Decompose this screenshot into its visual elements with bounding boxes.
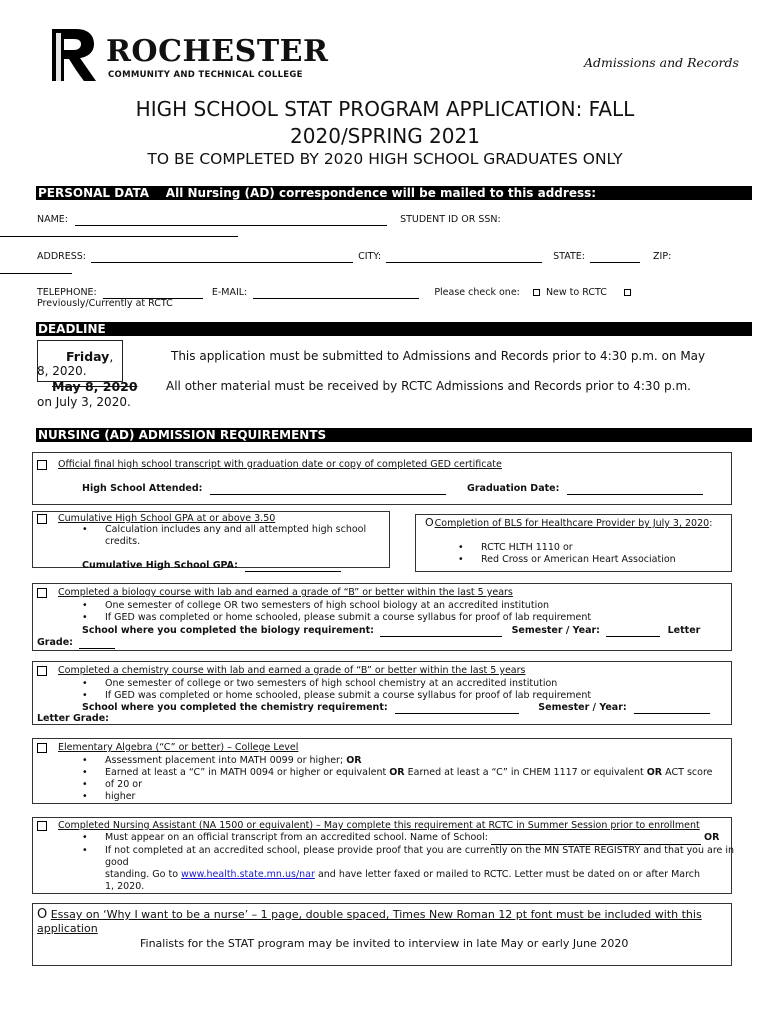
deadline-text2: All other material must be received by RCTC Admissions and Records prior to 4:30 p.m.	[166, 379, 691, 393]
header-dept: Admissions and Records	[584, 55, 739, 70]
biology-grade-row	[37, 637, 115, 649]
title-line-2: 2020/SPRING 2021	[290, 124, 480, 148]
chemistry-bullets	[37, 678, 737, 702]
cna-bullets	[37, 832, 742, 893]
bls-bullet-2: • Red Cross or American Heart Association	[413, 554, 720, 566]
biology-grade-field[interactable]	[79, 637, 115, 649]
chemistry-school-label: School where you completed the chemistry requirement:	[82, 702, 388, 713]
transcript-title-row	[37, 459, 502, 470]
chemistry-title-row	[37, 665, 525, 676]
logo-subtitle: COMMUNITY AND TECHNICAL COLLEGE	[108, 70, 303, 80]
chemistry-bullet-2: • If GED was completed or home schooled, please submit a course syllabus for proof of lab requirement	[37, 690, 737, 702]
algebra-bullets	[37, 755, 757, 803]
transcript-checkbox[interactable]	[37, 460, 47, 470]
chemistry-school-field[interactable]	[395, 702, 519, 714]
cna-bullet-2: • If not completed at an accredited school, please provide proof that you are currently on the MN STATE REGISTRY and that you are in good standing. Go to www.health.state.mn.us/nar and have letter faxed or mailed to RCTC. Letter must be dated on or after March 1, 2020.	[37, 845, 742, 893]
chemistry-semester-field[interactable]	[634, 702, 710, 714]
state-label: STATE:	[553, 251, 585, 262]
essay-radio-icon[interactable]: O	[37, 907, 48, 922]
algebra-bullet-1: • Assessment placement into MATH 0099 or higher; OR	[37, 755, 757, 767]
biology-bullet-1: • One semester of college OR two semesters of high school biology at an accredited institution	[37, 600, 737, 612]
address-row	[37, 251, 671, 263]
biology-title: Completed a biology course with lab and earned a grade of “B” or better within the last 5 years	[58, 587, 513, 598]
email-field[interactable]	[253, 287, 419, 299]
mn-registry-link[interactable]: www.health.state.mn.us/nar	[181, 869, 315, 880]
city-field[interactable]	[386, 251, 542, 263]
gpa-title: Cumulative High School GPA at or above 3.50	[58, 513, 276, 524]
bls-title-row: OCompletion of BLS for Healthcare Provider by July 3, 2020:	[425, 516, 713, 529]
email-label: E-MAIL:	[211, 287, 248, 298]
biology-school-field[interactable]	[380, 625, 502, 637]
transcript-title: Official final high school transcript with graduation date or copy of completed GED certificate	[58, 459, 502, 470]
name-field[interactable]	[75, 214, 387, 226]
zip-label: ZIP:	[653, 251, 672, 262]
bls-bullet-1: • RCTC HLTH 1110 or	[413, 542, 720, 554]
transcript-fields-row	[82, 483, 703, 495]
algebra-title-row	[37, 742, 298, 753]
section-bar-deadline: DEADLINE	[36, 322, 752, 336]
deadline-date2: May 8, 2020	[52, 379, 138, 394]
algebra-bullet-2: • Earned at least a “C” in MATH 0094 or higher or equivalent OR Earned at least a “C” in CHEM 1117 or equivalent OR ACT score	[37, 767, 757, 779]
graduation-date-label: Graduation Date:	[467, 483, 560, 494]
biology-school-label: School where you completed the biology requirement:	[82, 625, 374, 636]
bls-title: Completion of BLS for Healthcare Provider by July 3, 2020	[434, 518, 710, 529]
chemistry-fields-row	[82, 702, 710, 714]
gpa-checkbox[interactable]	[37, 514, 47, 524]
deadline-date1-rest: 8, 2020.	[37, 364, 87, 378]
section-bar-nursing: NURSING (AD) ADMISSION REQUIREMENTS	[36, 428, 752, 442]
chemistry-semester-label: Semester / Year:	[538, 702, 627, 713]
page-title	[0, 96, 770, 150]
check-prompt: Please check one:	[434, 287, 520, 298]
deadline-date1: Friday,	[66, 349, 114, 364]
city-label: CITY:	[358, 251, 382, 262]
graduation-date-field[interactable]	[567, 483, 703, 495]
algebra-checkbox[interactable]	[37, 743, 47, 753]
student-id-label: STUDENT ID OR SSN:	[400, 214, 501, 225]
previous-rctc-checkbox[interactable]	[624, 289, 631, 296]
bls-bullets	[420, 542, 720, 566]
gpa-field-row	[82, 560, 341, 572]
essay-title-cont: application	[37, 922, 98, 935]
biology-bullets	[37, 600, 737, 624]
telephone-label: TELEPHONE:	[37, 287, 97, 298]
biology-semester-label: Semester / Year:	[511, 625, 600, 636]
essay-note: Finalists for the STAT program may be invited to interview in late May or early June 2020	[140, 937, 629, 950]
section-bar-personal: PERSONAL DATA All Nursing (AD) correspondence will be mailed to this address:	[36, 186, 752, 200]
new-to-rctc-label: New to RCTC	[545, 287, 607, 298]
address-field[interactable]	[91, 251, 353, 263]
biology-title-row	[37, 587, 513, 598]
deadline-text1: This application must be submitted to Admissions and Records prior to 4:30 p.m. on May	[171, 349, 706, 363]
chemistry-checkbox[interactable]	[37, 666, 47, 676]
name-label: NAME:	[37, 214, 69, 225]
biology-semester-field[interactable]	[606, 625, 660, 637]
rochester-r-logo-icon	[50, 27, 100, 83]
new-to-rctc-checkbox[interactable]	[533, 289, 540, 296]
zip-field[interactable]	[0, 273, 72, 274]
cna-school-field[interactable]	[491, 832, 701, 845]
chemistry-letter-label: Letter Grade:	[37, 713, 109, 724]
gpa-field[interactable]	[245, 560, 341, 572]
cna-checkbox[interactable]	[37, 821, 47, 831]
college-logo	[50, 27, 329, 85]
algebra-bullet-2-cont: • of 20 or	[37, 779, 757, 791]
biology-fields-row	[82, 625, 700, 637]
state-field[interactable]	[590, 251, 640, 263]
gpa-title-row	[37, 513, 275, 524]
biology-bullet-2: • If GED was completed or home schooled, please submit a course syllabus for proof of lab requirement	[37, 612, 737, 624]
previous-rctc-label: Previously/Currently at RCTC	[37, 298, 173, 309]
cna-bullet-1: • Must appear on an official transcript from an accredited school. Name of School: OR	[37, 832, 742, 845]
essay-title: Essay on ‘Why I want to be a nurse’ – 1 page, double spaced, Times New Roman 12 pt font must be included with this	[50, 908, 702, 921]
bls-radio-icon[interactable]: O	[425, 516, 434, 529]
cna-title: Completed Nursing Assistant (NA 1500 or equivalent) – May complete this requirement at RCTC in Summer Session prior to enrollment	[58, 820, 700, 831]
title-line-1: HIGH SCHOOL STAT PROGRAM APPLICATION: FALL	[135, 97, 635, 121]
hs-attended-label: High School Attended:	[82, 483, 203, 494]
chemistry-bullet-1: • One semester of college or two semesters of high school chemistry at an accredited institution	[37, 678, 737, 690]
gpa-bullet-item: • Calculation includes any and all attempted high school credits.	[37, 524, 387, 548]
chemistry-title: Completed a chemistry course with lab and earned a grade of “B” or better within the last 5 years	[58, 665, 526, 676]
logo-name: ROCHESTER	[106, 34, 329, 69]
biology-grade-label: Grade:	[37, 637, 73, 648]
name-row	[37, 214, 501, 226]
student-id-field[interactable]	[0, 236, 238, 237]
page-subtitle: TO BE COMPLETED BY 2020 HIGH SCHOOL GRADUATES ONLY	[147, 150, 623, 168]
gpa-bullet	[37, 524, 387, 548]
biology-checkbox[interactable]	[37, 588, 47, 598]
algebra-bullet-3: • higher	[37, 791, 757, 803]
cna-title-row	[37, 820, 700, 831]
algebra-title: Elementary Algebra (“C” or better) – College Level	[58, 742, 299, 753]
hs-attended-field[interactable]	[210, 483, 446, 495]
biology-letter-label: Letter	[667, 625, 701, 636]
deadline-text2-end: on July 3, 2020.	[37, 395, 131, 409]
essay-title-row	[37, 908, 727, 936]
address-label: ADDRESS:	[37, 251, 86, 262]
gpa-label: Cumulative High School GPA:	[82, 560, 238, 571]
deadline-day: Friday	[66, 349, 110, 364]
